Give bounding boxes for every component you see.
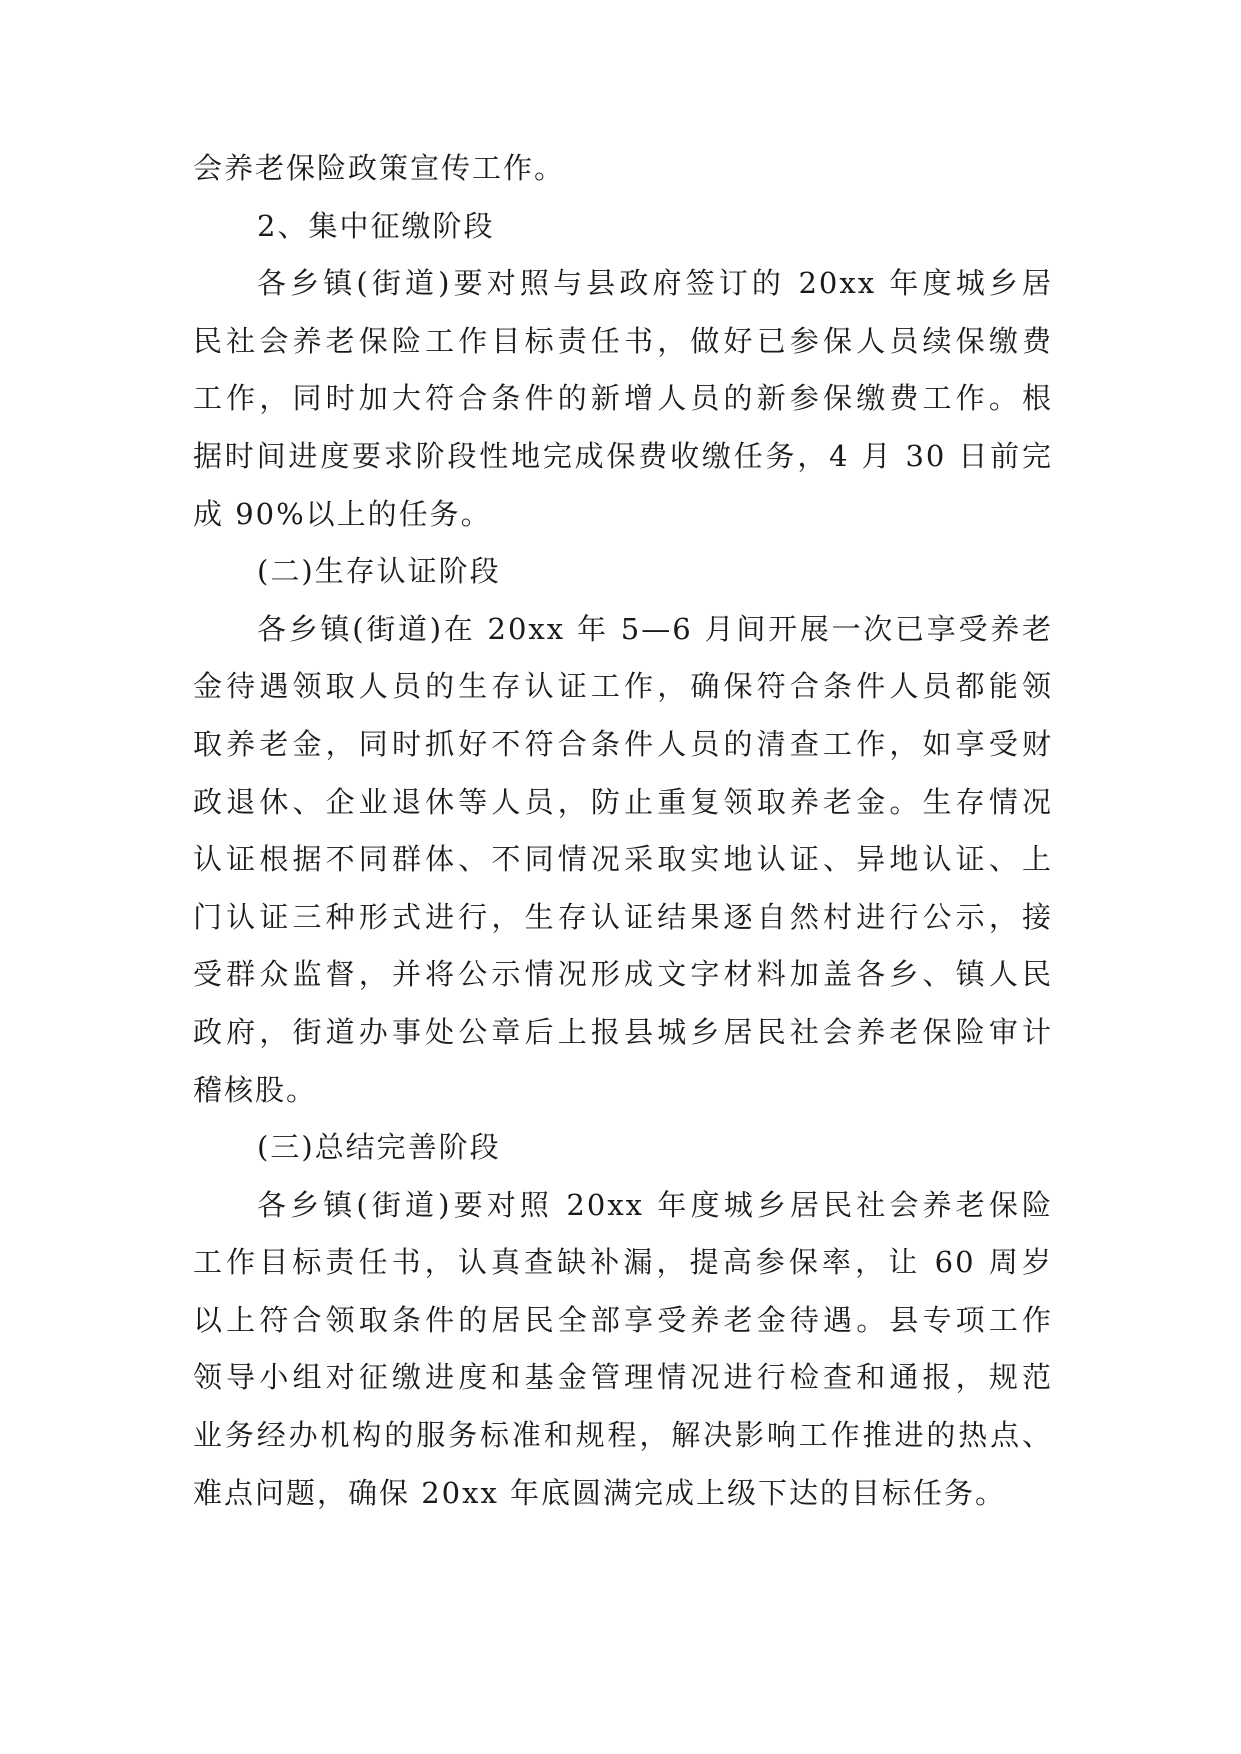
paragraph-line: 以上符合领取条件的居民全部享受养老金待遇。县专项工作 <box>193 1302 1053 1337</box>
section-heading: (二)生存认证阶段 <box>257 554 501 589</box>
paragraph-line: 金待遇领取人员的生存认证工作，确保符合条件人员都能领 <box>193 669 1053 704</box>
paragraph-line: 据时间进度要求阶段性地完成保费收缴任务，4 月 30 日前完 <box>193 438 1053 473</box>
paragraph-line: 政退休、企业退休等人员，防止重复领取养老金。生存情况 <box>193 784 1053 819</box>
paragraph-line: 政府，街道办事处公章后上报县城乡居民社会养老保险审计 <box>193 1014 1053 1049</box>
paragraph-line: 各乡镇(街道)要对照 20xx 年度城乡居民社会养老保险 <box>257 1187 1053 1222</box>
document-body <box>193 140 1053 1522</box>
paragraph-line: 工作，同时加大符合条件的新增人员的新参保缴费工作。根 <box>193 381 1053 416</box>
paragraph-line: 难点问题，确保 20xx 年底圆满完成上级下达的目标任务。 <box>193 1475 1007 1510</box>
paragraph-line: 稽核股。 <box>193 1072 318 1107</box>
section-heading: (三)总结完善阶段 <box>257 1130 501 1165</box>
paragraph-line: 成 90%以上的任务。 <box>193 496 492 531</box>
paragraph-line: 会养老保险政策宣传工作。 <box>193 151 566 185</box>
paragraph-line: 门认证三种形式进行，生存认证结果逐自然村进行公示，接 <box>193 899 1053 934</box>
paragraph-line: 领导小组对征缴进度和基金管理情况进行检查和通报，规范 <box>193 1360 1053 1395</box>
paragraph-line: 各乡镇(街道)在 20xx 年 5—6 月间开展一次已享受养老 <box>257 611 1053 646</box>
paragraph-line: 各乡镇(街道)要对照与县政府签订的 20xx 年度城乡居 <box>257 266 1053 301</box>
paragraph-line: 受群众监督，并将公示情况形成文字材料加盖各乡、镇人民 <box>193 957 1053 992</box>
paragraph-line: 业务经办机构的服务标准和规程，解决影响工作推进的热点、 <box>193 1418 1053 1453</box>
section-heading: 2、集中征缴阶段 <box>257 208 495 243</box>
paragraph-line: 认证根据不同群体、不同情况采取实地认证、异地认证、上 <box>193 842 1053 877</box>
paragraph-line: 取养老金，同时抓好不符合条件人员的清查工作，如享受财 <box>193 726 1053 761</box>
paragraph-line: 工作目标责任书，认真查缺补漏，提高参保率，让 60 周岁 <box>193 1245 1053 1280</box>
paragraph-line: 民社会养老保险工作目标责任书，做好已参保人员续保缴费 <box>193 323 1053 358</box>
